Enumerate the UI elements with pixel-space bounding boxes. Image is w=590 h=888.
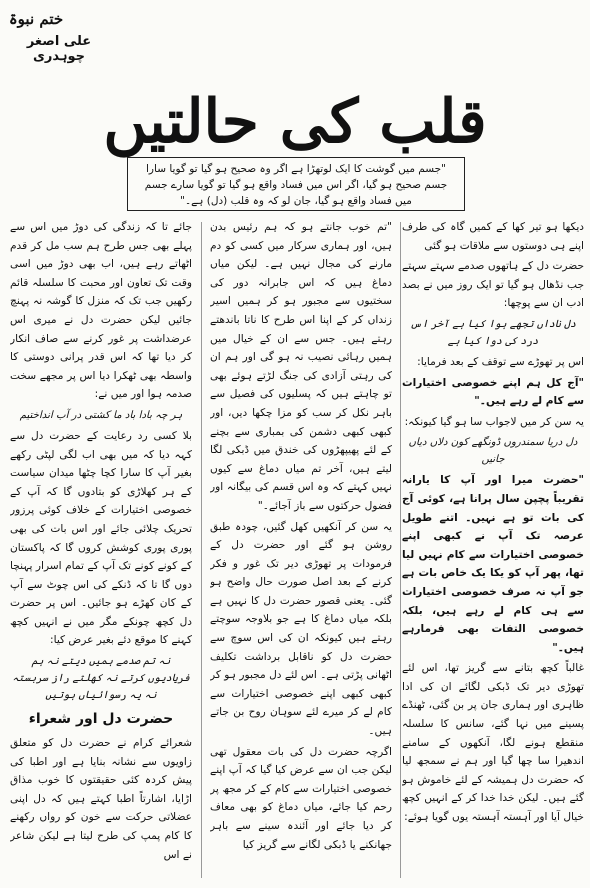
column-divider — [201, 222, 202, 878]
verse-line: ہر چہ بادا باد ما کشتی در آب انداختیم — [19, 409, 183, 421]
paragraph: غالباً کچھ بتانے سے گریز تھا، اس لئے تھوڑی دیر تک ڈبکی لگائے ان کی ادا ظاہری اور ہماری جان پر بن گئی، ٹھنڈے پسینے میں نہا گئے، سانس کا سلسلہ منقطع ہونے لگا، آنکھوں کے سامنے اندھیرا سا چھا گیا اور ہم نے سمجھ لیا کہ حضرت دل ہمیشہ کے لئے خاموش ہو گئے ہیں۔ لیکن خدا خدا کر کے انہیں کچھ خیال آیا اور آہستہ آہستہ یوں گویا ہوئے: — [402, 662, 584, 824]
column-right — [402, 218, 584, 884]
paragraph: "تم خوب جانتے ہو کہ ہم رئیس بدن ہیں، اور ہماری سرکار میں کسی کو دم مارنے کی مجال نہیں ہے۔ لیکن میاں دماغ ہیں کہ اس جابرانہ دور کی سختیوں سے مجبور ہو کر ہمیں اسیر زنداں کر کے اپنا اس طرح کا ناتا باندھتے رہتے ہیں۔ جس سے ان کے خیال میں ہمیں رہائی نصیب نہ ہو گی اور ہم ان کی رہتی آزادی کی جنگ لڑتے ہوئے بھی تو چاہتے ہیں کہ پسلیوں کی فصیل سے باہر نکل کر سب کو مزا چکھا دیں، اور کبھی کبھی دشمن کی بمباری سے بچنے کے لئے پھیپھڑوں کی خندق میں ڈبکی لگا لیتے ہیں، آخر تم میاں دماغ سے کیوں نہیں کہتے کہ وہ اس قسم کی بیگانہ اور فضول حرکتوں سے باز آجائے۔" — [210, 221, 392, 512]
column-left — [10, 218, 192, 884]
verse-line: نہ تم صدمے ہمیں دیتے نہ ہم فریادیوں کرتے نہ کھلتے راز سربستہ نہ یہ رسوائیاں ہوتیں — [12, 656, 190, 702]
verse-line: دل دریا سمندروں ڈونگھے کون دلاں دیاں جانیں — [408, 437, 578, 466]
verse-line: دل ناداں تجھے ہوا کیا ہے آخر اس درد کی دوا کیا ہے — [410, 318, 576, 347]
paragraph: اگرچہ حضرت دل کی بات معقول تھی لیکن جب ان سے عرض کیا گیا کہ آپ اپنے خصوصی اختیارات سے کام کے کر مجھ پر رحم کیا جائے، میاں دماغ کو بھی معاف کر دیا جائے اور آئندہ سینے سے باہر جھانکنے یا ڈبکی لگانے سے گریز کیا — [210, 745, 392, 851]
paragraph: دیکھا ہو تیر کھا کے کمیں گاہ کی طرف اپنے ہی دوستوں سے ملاقات ہو گئی — [402, 221, 584, 252]
quoted-text: "آج کل ہم اپنے خصوصی اختیارات سے کام لے رہے ہیں۔" — [402, 376, 584, 408]
article-headline: قلب کی حالتیں — [103, 87, 487, 157]
paragraph: بلا کسی رد رعایت کے حضرت دل سے کہہ دیا کہ میں بھی اب لگی لپٹی رکھے بغیر آپ کا سارا کچا چٹھا میدان سیاست کے ہر کھلاڑی کو بتادوں گا کہ آپ کے خصوصی اختیارات کے خلاف کوئی پرزور تحریک چلائی جائے اور اس بات کی بھی پوری پوری کوشش کروں گا کہ پاکستان کے کونے کونے تک آپ کے تمام اسرار پہنچا دوں گا تا کہ ڈنکے کی اس چوٹ سے آپ کے کان کھڑے ہو جائیں۔ اس پر حضرت دل کچھ چونکے مگر میں نے انہیں کچھ کہنے کا موقع دئے بغیر عرض کیا: — [10, 429, 192, 647]
paragraph: جائے تا کہ زندگی کی دوڑ میں اس سے پہلے بھی جس طرح ہم سب مل کر قدم اٹھاتے رہے ہیں، اب بھی دوڑ میں اسی وقت تک تعاون اور محبت کا سلسلہ قائم رکھیں جب تک کہ منزل کا گوشہ نہ پہنچ جائیں لیکن حضرت دل نے میری اس عرضداشت پر غور کرنے سے صاف انکار کر دیا تھا کہ اس قدر پرانی دوستی کا واسطہ بھی ٹھکرا دیا اس پر مجھے سخت صدمہ ہوا اور میں نے: — [10, 221, 192, 401]
paragraph: یہ سن کر آنکھیں کھل گئیں، چودہ طبق روشن ہو گئے اور حضرت دل کے فرمودات پر تھوڑی دیر تک غور و فکر کرنے کے بعد اصل صورت حال واضح ہو گئی۔ یعنی قصور حضرت دل کا نہیں ہے بلکہ میاں دماغ کا ہے جو بلاوجہ سوچتے رہتے ہیں کیونکہ ان کی اس سوچ سے حضرت دل کو ناقابل برداشت تکلیف اٹھانی پڑتی ہے۔ اس لئے دل مجبور ہو کر کبھی کبھی اپنے خصوصی اختیارات سے کام لے کر میرے لئے سوہان روح بن جاتے ہیں۔ — [210, 520, 392, 738]
hadith-quote-box: "جسم میں گوشت کا ایک لوتھڑا ہے اگر وہ صحیح ہو گیا تو گویا سارا جسم صحیح ہو گیا، اگر اس میں فساد واقع ہو گیا تو گویا سارے جسم میں فساد واقع ہو گیا، جان لو کہ وہ قلب (دل) ہے۔" — [127, 157, 465, 211]
section-subheading: حضرت دل اور شعراء — [28, 711, 174, 728]
column-divider — [400, 222, 401, 878]
column-middle — [210, 218, 392, 884]
author-name: علی اصغر چوہدری — [26, 34, 92, 64]
paragraph: حضرت دل کے ہاتھوں صدمے سہتے سہتے جب نڈھال ہو گیا تو ایک روز میں نے بصد ادب ان سے پوچھا: — [402, 260, 584, 310]
paragraph: شعرائے کرام نے حضرت دل کو متعلق زاویوں سے نشانہ بنایا ہے اور اطبا کی پیش کردہ کئی حقیقتوں کا خوب مذاق اڑایا، اشارتاً اطبا کہتے ہیں کہ دل اپنی عضلاتی حرکت سے خون کو رواں رکھنے کا کام پمپ کی طرح لیتا ہے لیکن شاعر نے اس — [10, 737, 192, 861]
publication-logo: ختم نبوۃ — [8, 10, 64, 28]
quoted-text: "حضرت میرا اور آپ کا یارانہ تقریباً پچپن سال پرانا ہے، کوئی آج کی بات تو ہے نہیں۔ اتنے طویل عرصہ تک آپ نے کبھی اپنے خصوصی اختیارات سے کام نہیں لیا تھا، پھر آپ کو یکا یک خاص بات ہے جو آپ نہ صرف خصوصی اختیارات سے ہی کام لے رہے ہیں، بلکہ خصوصی التفات بھی فرمارہے ہیں۔" — [402, 474, 584, 654]
paragraph: اس پر تھوڑے سے توقف کے بعد فرمایا: — [417, 355, 584, 368]
paragraph: یہ سن کر میں لاجواب سا ہو گیا کیونکہ: — [404, 415, 584, 428]
